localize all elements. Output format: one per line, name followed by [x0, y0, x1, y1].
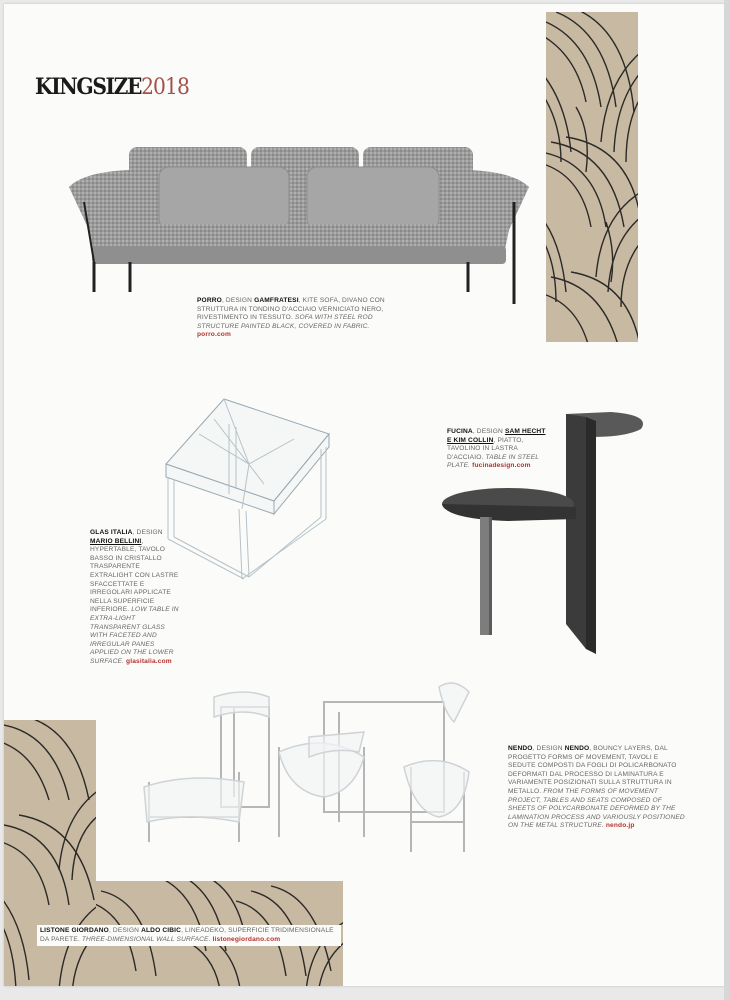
piatto-steel-table-image	[436, 409, 651, 654]
desc-en-glas: LOW TABLE IN EXTRA-LIGHT TRANSPARENT GLASS WITH FACETED AND IRREGULAR PANES APPLIED ON THE LOWER SURFACE.	[90, 606, 179, 665]
caption-porro	[197, 297, 387, 340]
caption-nendo	[508, 745, 686, 831]
kite-sofa-image	[64, 142, 534, 307]
desc-it-nendo: , BOUNCY LAYERS, DAL PROGETTO FORMS OF MOVEMENT, TAVOLI E SEDUTE COMPOSTI DA FOGLI DI POLICARBONATO DEFORMATI DAL PROCESSO DI LAMINATURA E VARIAMENTE POSIZIONATI SULLA STRUTTURA IN METALLO.	[508, 745, 677, 795]
wall-pattern-strip	[546, 12, 638, 342]
brand-glas: GLAS ITALIA	[90, 529, 133, 536]
design-word: , DESIGN	[472, 428, 505, 435]
desc-en-listone: THREE-DIMENSIONAL WALL SURFACE.	[81, 935, 211, 943]
brand-nendo: NENDO	[508, 745, 533, 752]
desc-en-porro: SOFA WITH STEEL ROD STRUCTURE PAINTED BLACK, COVERED IN FABRIC.	[197, 314, 373, 330]
desc-it-porro: , KITE SOFA, DIVANO CON STRUTTURA IN TONDINO D'ACCIAIO VERNICIATO NERO, RIVESTIMENTO IN TESSUTO.	[197, 297, 385, 322]
designer-porro: GAMFRATESI	[254, 297, 299, 304]
link-listone[interactable]: listonegiordano.com	[212, 935, 281, 943]
designer-glas: MARIO BELLINI	[90, 537, 142, 545]
magazine-page	[4, 4, 724, 986]
caption-listone	[37, 925, 341, 946]
design-word: , DESIGN	[532, 745, 565, 752]
magazine-logo	[35, 74, 189, 100]
brand-listone: LISTONE GIORDANO	[40, 927, 109, 934]
link-glas[interactable]: glasitalia.com	[126, 657, 172, 665]
link-porro[interactable]: porro.com	[197, 331, 231, 339]
brand-fucina: FUCINA	[447, 428, 473, 435]
leaf-pattern-graphic	[546, 12, 638, 342]
desc-it-listone: , LINEADEKO, SUPERFICIE TRIDIMENSIONALE DA PARETE.	[40, 927, 334, 943]
brand-porro: PORRO	[197, 297, 222, 304]
desc-en-nendo: FROM THE FORMS OF MOVEMENT PROJECT, TABLES AND SEATS COMPOSED OF SHEETS OF POLYCARBONATE DEFORMED BY THE LAMINATION PROCESS AND VARIOUSLY POSITIONED ON THE METAL STRUCTURE.	[508, 787, 685, 830]
desc-en-fucina: TABLE IN STEEL PLATE.	[447, 453, 539, 470]
caption-glas	[90, 529, 182, 667]
design-word: , DESIGN	[108, 927, 142, 934]
logo-year: 2018	[141, 75, 189, 100]
logo-main: KINGSIZE	[35, 74, 142, 100]
desc-it-glas: , HYPERTABLE, TAVOLO BASSO IN CRISTALLO TRASPARENTE EXTRALIGHT CON LASTRE SFACCETTATE E IRREGOLARI APPLICATE NELLA SUPERFICIE INFERIORE.	[90, 537, 179, 614]
design-word: , DESIGN	[132, 529, 163, 536]
link-fucina[interactable]: fucinadesign.com	[472, 462, 531, 470]
page-gutter	[724, 0, 730, 1000]
link-nendo[interactable]: nendo.jp	[605, 822, 635, 830]
designer-nendo: NENDO	[564, 745, 590, 752]
designer-listone: ALDO CIBIC	[141, 927, 182, 934]
desc-it-fucina: , PIATTO, TAVOLINO IN LASTRA D'ACCIAIO.	[447, 436, 524, 461]
bouncy-layers-image	[139, 672, 484, 862]
designer-fucina: SAM HECHT E KIM COLLIN	[447, 428, 546, 444]
design-word: , DESIGN	[221, 297, 255, 304]
